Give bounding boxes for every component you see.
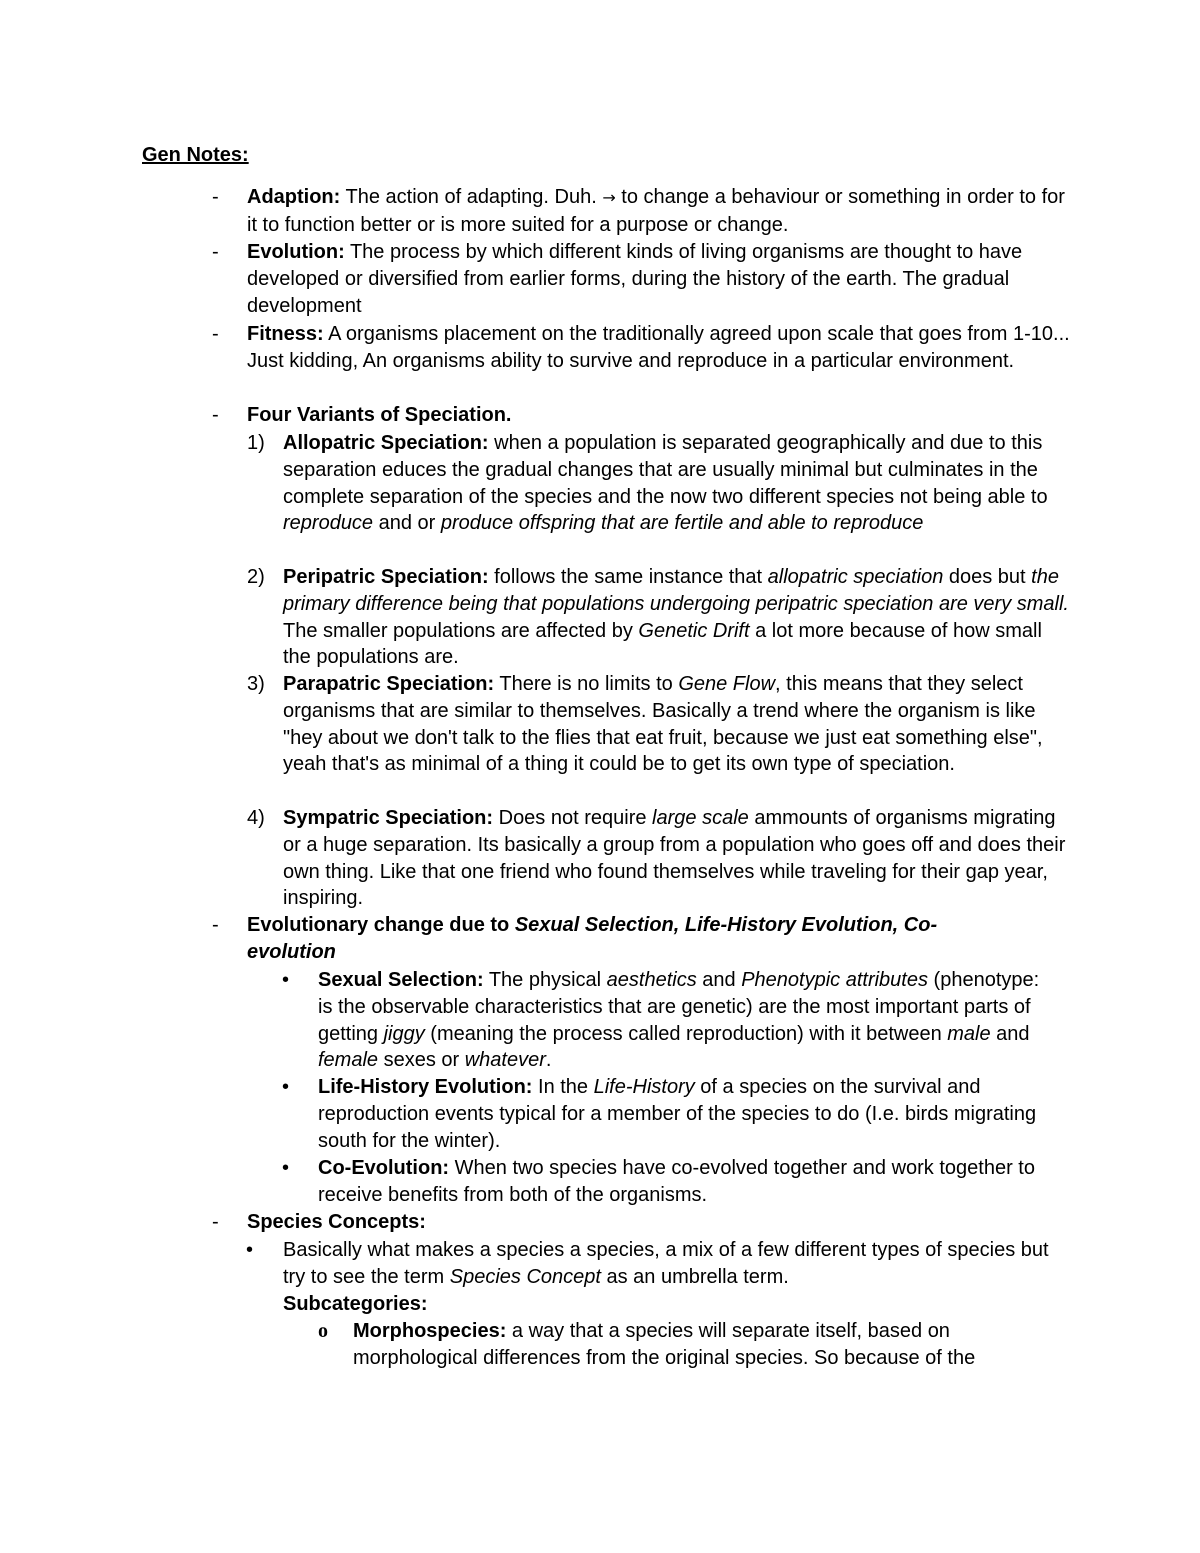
section-heading: Four Variants of Speciation. bbox=[247, 404, 512, 426]
italic-text: allopatric speciation bbox=[767, 566, 944, 588]
term-label: Peripatric Speciation: bbox=[283, 566, 489, 588]
definition-text: ammounts of organisms migrating or a huge separation. Its basically a group from a population who goes off and does their own thing. Like that one friend who found themselves while traveling for their gap year, inspiring. bbox=[283, 807, 1066, 910]
item-body bbox=[353, 1318, 1073, 1372]
definition-text: When two species have co-evolved together and work together to receive benefits from both of the organisms. bbox=[318, 1157, 1035, 1206]
definition-text: The physical bbox=[483, 969, 607, 991]
item-body bbox=[283, 1237, 1063, 1317]
item-body bbox=[247, 184, 1077, 239]
dash-marker: - bbox=[212, 1211, 219, 1233]
term-label: Parapatric Speciation: bbox=[283, 673, 495, 695]
term-label: Evolution: bbox=[247, 241, 345, 263]
definition-text: In the bbox=[532, 1076, 594, 1098]
definition-text: a lot more because of how small the populations are. bbox=[283, 619, 1042, 669]
definition-text: Does not require bbox=[493, 807, 653, 829]
definition-text: A organisms placement on the traditionally agreed upon scale that goes from 1-10... Just kidding, An organisms ability to survive and reproduce in a particular environment. bbox=[247, 323, 1070, 372]
item-body bbox=[318, 967, 1058, 1074]
term-label: Sexual Selection: bbox=[318, 969, 484, 991]
definition-text: and bbox=[696, 969, 742, 991]
italic-text: reproduce bbox=[283, 512, 374, 535]
italic-text: Gene Flow bbox=[678, 673, 776, 695]
item-number: 4) bbox=[247, 807, 265, 829]
page-title: Gen Notes: bbox=[142, 144, 249, 166]
definition-text: and or bbox=[373, 512, 441, 535]
item-body bbox=[283, 564, 1073, 671]
circle-bullet-marker: o bbox=[318, 1320, 328, 1342]
term-label: Co-Evolution: bbox=[318, 1157, 450, 1179]
definition-text: does but bbox=[943, 566, 1032, 588]
italic-text: jiggy bbox=[383, 1022, 425, 1045]
item-number: 1) bbox=[247, 432, 265, 454]
definition-text: follows the same instance that bbox=[488, 566, 768, 588]
item-number: 2) bbox=[247, 566, 265, 588]
term-label: Morphospecies: bbox=[353, 1320, 507, 1342]
definition-text: when a population is separated geographically and due to this separation educes the gradual changes that are usually minimal but culminates in the complete separation of the species and the now two different species not being able to bbox=[283, 432, 1048, 508]
subcategories-label: Subcategories: bbox=[283, 1292, 428, 1315]
italic-text: aesthetics bbox=[606, 969, 697, 991]
definition-text: sexes or bbox=[378, 1049, 465, 1072]
italic-text: Phenotypic attributes bbox=[741, 969, 928, 991]
definition-text: The process by which different kinds of living organisms are thought to have developed or diversified from earlier forms, during the history of the earth. The gradual development bbox=[247, 241, 1023, 317]
item-body bbox=[318, 1074, 1058, 1154]
definition-text: (phenotype: is the observable characteristics that are genetic) are the most important parts of getting bbox=[318, 969, 1040, 1045]
term-label: Fitness: bbox=[247, 323, 324, 345]
dash-marker: - bbox=[212, 323, 219, 345]
item-body bbox=[283, 430, 1073, 537]
italic-text: Genetic Drift bbox=[638, 619, 750, 642]
term-label: Allopatric Speciation: bbox=[283, 432, 489, 454]
bullet-marker: • bbox=[282, 1076, 290, 1098]
heading-italic-text: Sexual Selection, Life-History Evolution, Co-evolution bbox=[247, 914, 938, 963]
definition-text: The action of adapting. Duh. bbox=[340, 186, 603, 208]
italic-text: Species Concept bbox=[449, 1265, 601, 1288]
item-number: 3) bbox=[247, 673, 265, 695]
dash-marker: - bbox=[212, 241, 219, 263]
italic-text: Life-History bbox=[593, 1076, 695, 1098]
bullet-marker: • bbox=[282, 1157, 290, 1179]
dash-marker: - bbox=[212, 914, 219, 936]
item-body bbox=[283, 671, 1073, 778]
italic-text: the primary difference being that populations undergoing peripatric speciation are very small. bbox=[283, 566, 1069, 615]
definition-text: a way that a species will separate itself, based on morphological differences from the original species. So because of the bbox=[353, 1320, 976, 1369]
definition-text: as an umbrella term. bbox=[600, 1265, 789, 1288]
definition-text: of a species on the survival and reproduction events typical for a member of the species to do (I.e. birds migrating south for the winter). bbox=[318, 1076, 1037, 1152]
item-body bbox=[247, 321, 1077, 375]
term-label: Adaption: bbox=[247, 186, 341, 208]
heading-text: Evolutionary change due to bbox=[247, 914, 515, 936]
bullet-marker: • bbox=[246, 1239, 254, 1261]
italic-text: female bbox=[318, 1049, 379, 1072]
definition-text: The smaller populations are affected by bbox=[283, 619, 639, 642]
definition-text: to change a behaviour or something in order to for it to function better or is more suited for a purpose or change. bbox=[247, 186, 1065, 236]
item-body bbox=[283, 805, 1073, 912]
italic-text: male bbox=[947, 1022, 991, 1045]
italic-text: large scale bbox=[652, 807, 749, 829]
section-heading: Species Concepts: bbox=[247, 1211, 426, 1233]
definition-text: There is no limits to bbox=[494, 673, 679, 695]
section-heading bbox=[247, 912, 1007, 966]
definition-text: and bbox=[990, 1022, 1030, 1045]
dash-marker: - bbox=[212, 186, 219, 208]
dash-marker: - bbox=[212, 404, 219, 426]
item-body bbox=[318, 1155, 1058, 1209]
term-label: Life-History Evolution: bbox=[318, 1076, 533, 1098]
item-body bbox=[247, 239, 1077, 319]
bullet-marker: • bbox=[282, 969, 290, 991]
definition-text: , this means that they select organisms that are similar to themselves. Basically a trend where the organism is like "hey about we don't talk to the flies that eat fruit, because we just eat something else", yeah that's as minimal of a thing it could be to get its own type of speciation. bbox=[283, 673, 1043, 776]
definition-text: . bbox=[545, 1049, 552, 1072]
italic-text: whatever bbox=[464, 1049, 546, 1072]
arrow-icon: → bbox=[602, 188, 616, 207]
term-label: Sympatric Speciation: bbox=[283, 807, 494, 829]
italic-text: produce offspring that are fertile and able to reproduce bbox=[440, 512, 924, 535]
definition-text: Basically what makes a species a species, a mix of a few different types of species but try to see the term bbox=[283, 1239, 1049, 1288]
definition-text: (meaning the process called reproduction) with it between bbox=[424, 1022, 948, 1045]
